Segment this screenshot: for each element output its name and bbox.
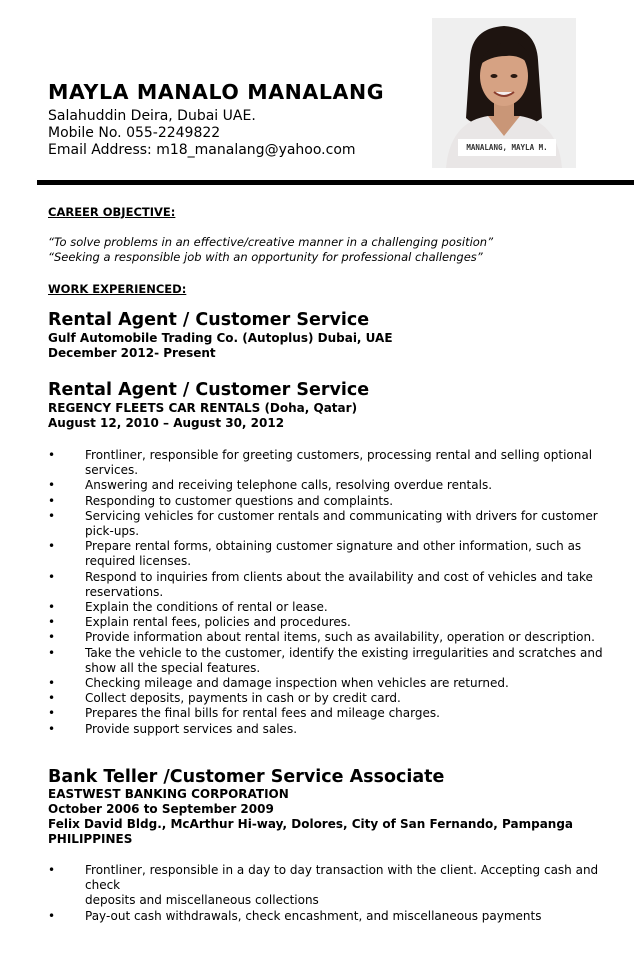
bullet-icon: • (48, 706, 56, 721)
list-item: • Collect deposits, payments in cash or by credit card. (48, 691, 401, 706)
bullet-icon: • (48, 508, 56, 523)
job-dates: December 2012- Present (48, 346, 216, 360)
objective-line-1: “To solve problems in an effective/creative manner in a challenging position” (48, 235, 494, 249)
bullet-icon: • (48, 569, 56, 584)
header-divider (37, 180, 634, 185)
job-country: PHILIPPINES (48, 832, 133, 846)
list-item: • Responding to customer questions and complaints. (48, 493, 394, 508)
list-item: • Provide support services and sales. (48, 721, 298, 736)
list-item: • Prepares the final bills for rental fees and mileage charges. (48, 706, 440, 721)
bullet-icon: • (48, 615, 56, 630)
job-duties-list (48, 863, 620, 924)
applicant-name: MAYLA MANALO MANALANG (48, 80, 385, 104)
list-item: • Frontliner, responsible for greeting customers, processing rental and selling optional services. (48, 448, 593, 478)
bullet-icon: • (48, 908, 56, 923)
job-company: EASTWEST BANKING CORPORATION (48, 787, 289, 801)
bullet-icon: • (48, 448, 56, 462)
job-title: Rental Agent / Customer Service (48, 310, 370, 330)
list-item: • Checking mileage and damage inspection when vehicles are returned. (48, 676, 509, 691)
bullet-icon: • (48, 863, 56, 877)
bullet-icon: • (48, 478, 56, 493)
bullet-icon: • (48, 493, 56, 508)
job-address: Felix David Bldg., McArthur Hi-way, Dolores, City of San Fernando, Pampanga (48, 817, 574, 831)
career-objective-heading: CAREER OBJECTIVE: (48, 205, 176, 219)
list-item: • Respond to inquiries from clients about the availability and cost of vehicles and take reservations. (48, 569, 593, 599)
bullet-icon: • (48, 691, 56, 706)
job-company: REGENCY FLEETS CAR RENTALS (Doha, Qatar) (48, 401, 358, 415)
list-item: • Prepare rental forms, obtaining customer signature and other information, such as required licenses. (48, 539, 582, 569)
bullet-icon: • (48, 600, 56, 615)
list-item: • Explain rental fees, policies and procedures. (48, 615, 351, 630)
job-dates: October 2006 to September 2009 (48, 802, 274, 816)
list-item: • Answering and receiving telephone calls, resolving overdue rentals. (48, 478, 493, 493)
bullet-icon: • (48, 630, 56, 645)
bullet-icon: • (48, 539, 56, 554)
list-item: • Explain the conditions of rental or lease. (48, 600, 328, 615)
job-dates: August 12, 2010 – August 30, 2012 (48, 416, 285, 430)
bullet-icon: • (48, 721, 56, 736)
mobile-number: Mobile No. 055-2249822 (48, 125, 221, 141)
email-address: Email Address: m18_manalang@yahoo.com (48, 142, 356, 158)
work-experience-heading: WORK EXPERIENCED: (48, 282, 187, 296)
applicant-photo (432, 18, 576, 168)
job-company: Gulf Automobile Trading Co. (Autoplus) Dubai, UAE (48, 331, 393, 345)
list-item: • Provide information about rental items, such as availability, operation or description. (48, 630, 595, 645)
list-item: • Frontliner, responsible in a day to day transaction with the client. Accepting cash and check deposits and miscellaneous collections (48, 863, 599, 908)
job-title: Rental Agent / Customer Service (48, 380, 370, 400)
bullet-icon: • (48, 645, 56, 660)
job-title: Bank Teller /Customer Service Associate (48, 767, 445, 787)
objective-line-2: “Seeking a responsible job with an opportunity for professional challenges” (48, 250, 483, 264)
job-duties-list (48, 448, 620, 737)
list-item: • Servicing vehicles for customer rentals and communicating with drivers for customer pick-ups. (48, 508, 598, 539)
bullet-icon: • (48, 676, 56, 691)
photo-name-tag: MANALANG, MAYLA M. (458, 139, 556, 156)
address: Salahuddin Deira, Dubai UAE. (48, 108, 256, 124)
list-item: • Take the vehicle to the customer, identify the existing irregularities and scratches and show all the special features. (48, 645, 603, 675)
list-item: • Pay-out cash withdrawals, check encashment, and miscellaneous payments (48, 908, 542, 923)
